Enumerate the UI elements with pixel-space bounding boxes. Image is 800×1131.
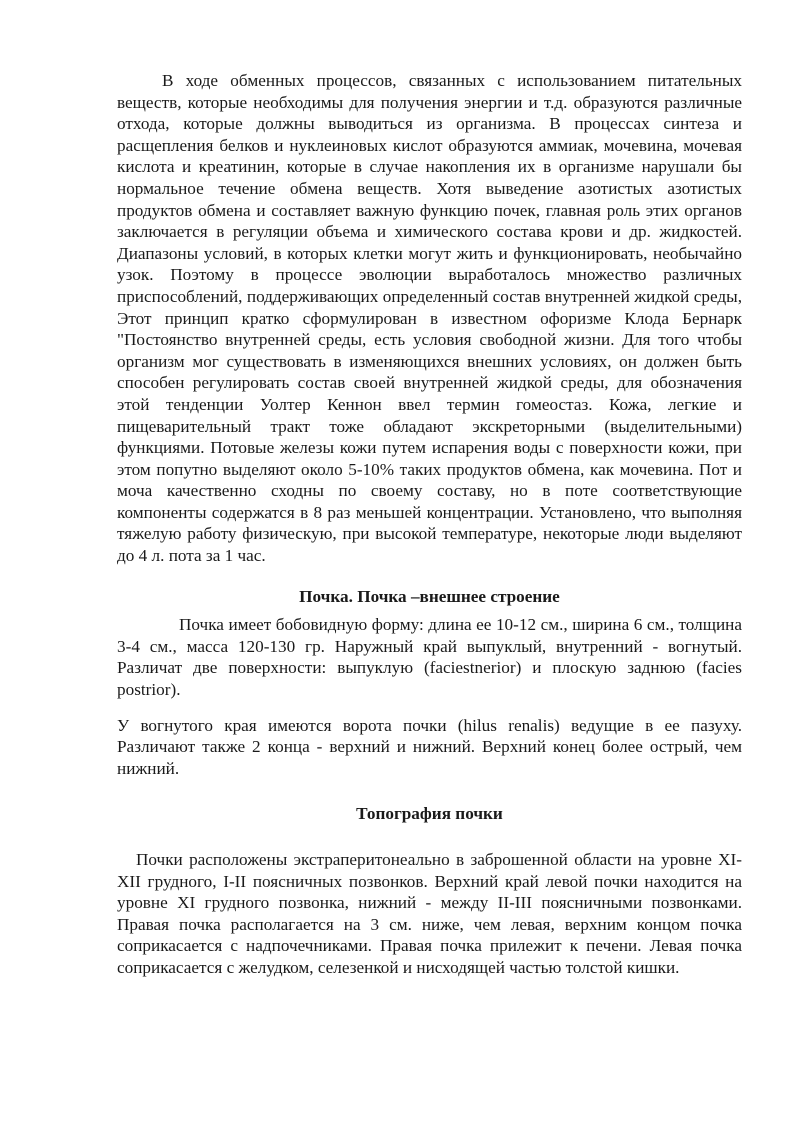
heading-kidney-structure: Почка. Почка –внешнее строение <box>299 586 560 606</box>
document-page <box>117 70 742 979</box>
heading-kidney-topography: Топография почки <box>356 804 503 824</box>
intro-paragraph: В ходе обменных процессов, связанных с использованием питательных веществ, которые необходимы для получения энергии и т.д. образуются различные отхода, которые должны выводиться из организма. В процессах синтеза и расщепления белков и нуклеиновых кислот образуются аммиак, мочевина, мочевая кислота и креатинин, которые в случае накопления их в организме нарушали бы нормальное течение обмена веществ. Хотя выведение азотистых азотистых продуктов обмена и составляет важную функцию почек, главная роль этих органов заключается в регуляции объема и химического состава крови и др. жидкостей. Диапазоны условий, в которых клетки могут жить и функционировать, необычайно узок. Поэтому в процессе эволюции выработалось множество различных приспособлений, поддерживающих определенный состав внутренней жидкой среды, Этот принцип кратко сформулирован в известном офоризме Клода Бернарк "Постоянство внутренней среды, есть условия свободной жизни. Для того чтобы организм мог существовать в изменяющихся внешних условиях, он должен быть способен регулировать состав своей внутренней жидкой среды, для обозначения этой тенденции Уолтер Кеннон ввел термин гомеостаз. Кожа, легкие и пищеварительный тракт тоже обладают экскреторными (выделительными) функциями. Потовые железы кожи путем испарения воды с поверхности кожи, при этом попутно выделяют около 5-10% таких продуктов обмена, как мочевина. Пот и моча качественно сходны по своему составу, но в поте соответствующие компоненты содержатся в 8 раз меньшей концентрации. Установлено, что выполняя тяжелую работу физическую, при высокой температуре, некоторые люди выделяют до 4 л. пота за 1 час. <box>117 71 742 566</box>
structure-paragraph: Почка имеет бобовидную форму: длина ее 10-12 см., ширина 6 см., толщина 3-4 см., масса 120-130 гр. Наружный край выпуклый, внутренний - вогнутый. Различат две поверхности: выпуклую (faciestnerior) и плоскую заднюю (facies postrior). <box>117 615 742 700</box>
topography-paragraph: Почки расположены экстраперитонеально в заброшенной области на уровне XI-XII грудного, I-II поясничных позвонков. Верхний край левой почки находится на уровне XI грудного позвонка, нижний - между II-III поясничными позвонками. Правая почка располагается на 3 см. ниже, чем левая, верхним концом почка соприкасается с надпочечниками. Правая почка прилежит к печени. Левая почка соприкасается с желудком, селезенкой и нисходящей частью толстой кишки. <box>117 850 742 977</box>
hilus-paragraph: У вогнутого края имеются ворота почки (hilus renalis) ведущие в ее пазуху. Различают также 2 конца - верхний и нижний. Верхний конец более острый, чем нижний. <box>117 715 742 778</box>
